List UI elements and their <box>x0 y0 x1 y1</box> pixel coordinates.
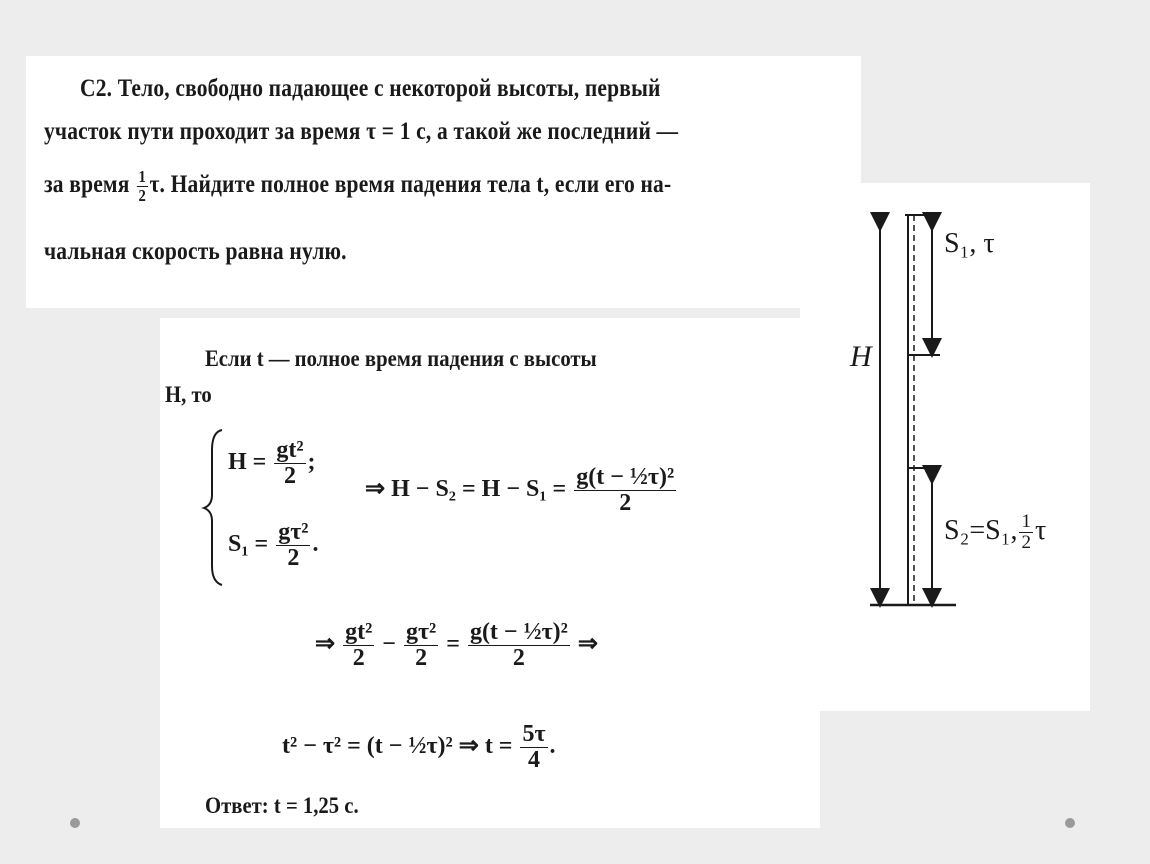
fraction-gt2-over-2: $\frac{\text{gt²}}{2}$ <box>345 619 373 672</box>
equation-H-minus-S: ⇒ H − S₂ = H − S₁ = $\frac{\text{g(t − ½τ)²}}{2}$ <box>365 464 675 517</box>
label-S2: S₂=S₁, $\frac{1}{2}$ τ <box>944 511 1047 553</box>
fraction-gtau2-over-2: $\frac{\text{gτ²}}{2}$ <box>405 619 437 672</box>
fraction-5tau-over-4: $\frac{5\tau}{4}$ <box>522 721 546 774</box>
answer: Ответ: t = 1,25 с. <box>205 793 359 818</box>
solution-intro-line-2: H, то <box>165 382 212 407</box>
fraction-gt2-over-2: $\frac{\text{gt²}}{2}$ <box>276 437 304 490</box>
fraction-rhs: $\frac{\text{g(t − ½τ)²}}{2}$ <box>576 464 675 517</box>
problem-line-3-start: за время <box>44 171 130 199</box>
fraction-one-half: $\frac{1}{2}$ <box>1021 511 1031 553</box>
solution-intro-line-1: Если t — полное время падения с высоты <box>205 346 597 371</box>
label-S1-tau: S₁, τ <box>944 228 995 259</box>
problem-line-2: участок пути проходит за время τ = 1 с, а такой же последний — <box>44 118 679 145</box>
fraction-gtau2-over-2: $\frac{\text{gτ²}}{2}$ <box>278 519 309 572</box>
problem-line-3-end: τ. Найдите полное время падения тела t, если его на- <box>149 171 672 199</box>
equation-H: H = $\frac{\text{gt²}}{2}$ ; <box>228 437 316 490</box>
problem-line-4: чальная скорость равна нулю. <box>44 238 347 265</box>
problem-line-1: С2. Тело, свободно падающее с некоторой высоты, первый <box>80 75 661 102</box>
fraction-one-half: $\frac{1}{2}$ <box>138 167 147 205</box>
fraction-rhs: $\frac{\text{g(t − ½τ)²}}{2}$ <box>469 619 568 672</box>
equation-result: t² − τ² = (t − ½τ)² ⇒ t = $\frac{5\tau}{4}$ . <box>282 721 556 774</box>
equation-S1: S₁ = $\frac{\text{gτ²}}{2}$ . <box>228 519 319 572</box>
equation-difference: ⇒ $\frac{\text{gt²}}{2}$ − $\frac{\text{gτ²}}{2}$ = $\frac{\text{g(t − ½τ)²}}{2}$ ⇒ <box>315 619 598 672</box>
label-H: H <box>850 340 872 373</box>
